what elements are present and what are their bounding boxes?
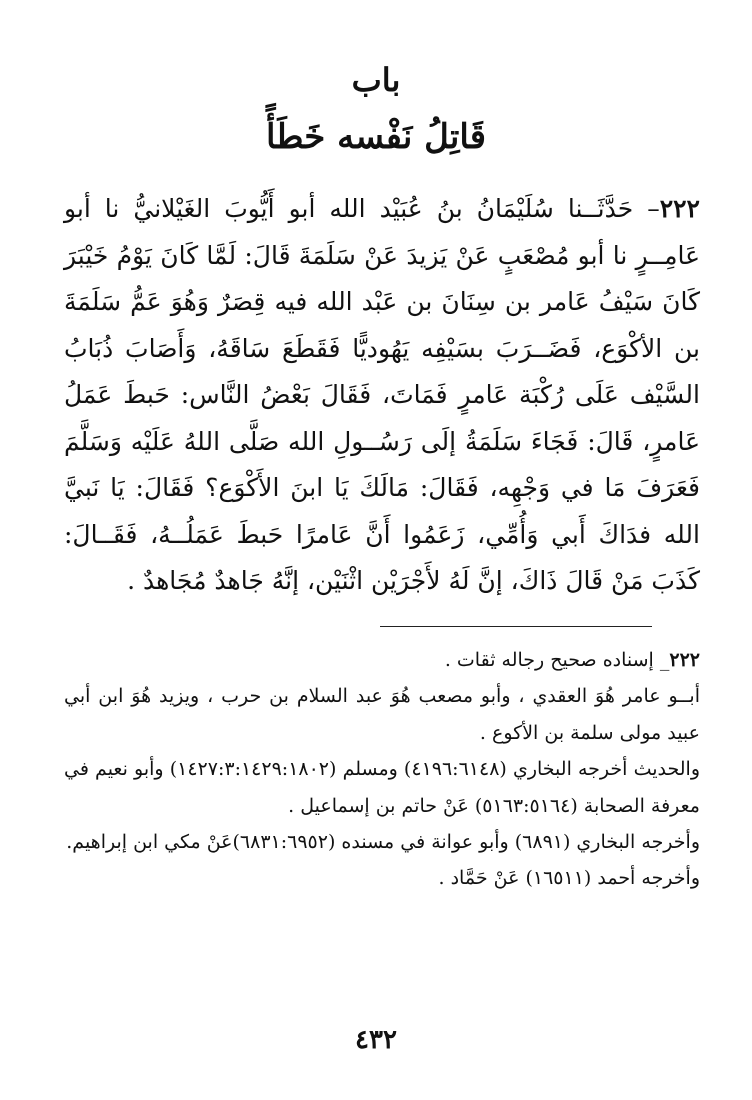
narrator-identification: أبــو عامر هُوَ العقدي ، وأبو مصعب هُوَ عبد السلام بن حرب ، ويزيد هُوَ ابن أبي عبيد مولى سلمة بن الأكوع . xyxy=(64,685,700,744)
hadith-number: ٢٢٢ xyxy=(659,194,700,223)
footnote-divider xyxy=(380,626,652,627)
takhrij-note-2: وأخرجه البخاري (٦٨٩١) وأبو عوانة في مسنده (٦٨٣١:٦٩٥٢)عَنْ مكي ابن إبراهيم. xyxy=(66,831,700,854)
takhrij-note-1: والحديث أخرجه البخاري (٤١٩٦:٦١٤٨) ومسلم (١٤٢٧:٣:١٤٢٩:١٨٠٢) وأبو نعيم في معرفة الصحابة (٥١٦٣:٥١٦٤) عَنْ حاتم بن إسماعيل . xyxy=(64,758,700,817)
chapter-label: باب xyxy=(351,61,401,99)
isnad-grading-text: _ إسناده صحيح رجاله ثقات . xyxy=(444,649,670,671)
chapter-title: قَاتِلُ نَفْسه خَطَأً xyxy=(266,117,486,157)
footnote-number: ٢٢٢ xyxy=(669,649,700,671)
footnotes xyxy=(64,642,700,897)
hadith-body: – حَدَّثَــنا سُلَيْمَانُ بنُ عُبَيْد الله أبو أَيُّوبَ الغَيْلانيُّ نا أبو عَامِــرٍ نا أبو مُصْعَبٍ عَنْ يَزيدَ عَنْ سَلَمَةَ قَالَ: لَمَّا كَانَ يَوْمُ خَيْبَرَ كَانَ سَيْفُ عَامر بن سِنَانَ بن عَبْد الله فيه قِصَرٌ وَهُوَ عَمُّ سَلَمَةَ بن الأكْوَع، فَضَــرَبَ بسَيْفِه يَهُوديًّا فَقَطَعَ سَاقَهُ، وَأَصَابَ ذُبَابُ السَّيْف عَلَى رُكْبَة عَامرٍ فَمَاتَ، فَقَالَ بَعْضُ النَّاس: حَبطَ عَمَلُ عَامرٍ، قَالَ: فَجَاءَ سَلَمَةُ إلَى رَسُــولِ الله صَلَّى اللهُ عَلَيْه وَسَلَّمَ فَعَرَفَ مَا في وَجْهِه، فَقَالَ: مَالَكَ يَا ابنَ الأَكْوَع؟ فَقَالَ: يَا نَبيَّ الله فدَاكَ أَبي وَأُمِّي، زَعَمُوا أَنَّ عَامرًا حَبطَ عَمَلُــهُ، فَقَــالَ: كَذَبَ مَنْ قَالَ ذَاكَ، إنَّ لَهُ لأَجْرَيْن اثْنَيْن، إنَّهُ جَاهدٌ مُجَاهدٌ . xyxy=(64,194,700,595)
takhrij-note-3: وأخرجه أحمد (١٦٥١١) عَنْ حَمَّاد . xyxy=(438,867,700,890)
isnad-grading xyxy=(64,642,700,678)
page-number: ٤٣٢ xyxy=(355,1025,397,1055)
hadith-text-block xyxy=(64,186,700,605)
